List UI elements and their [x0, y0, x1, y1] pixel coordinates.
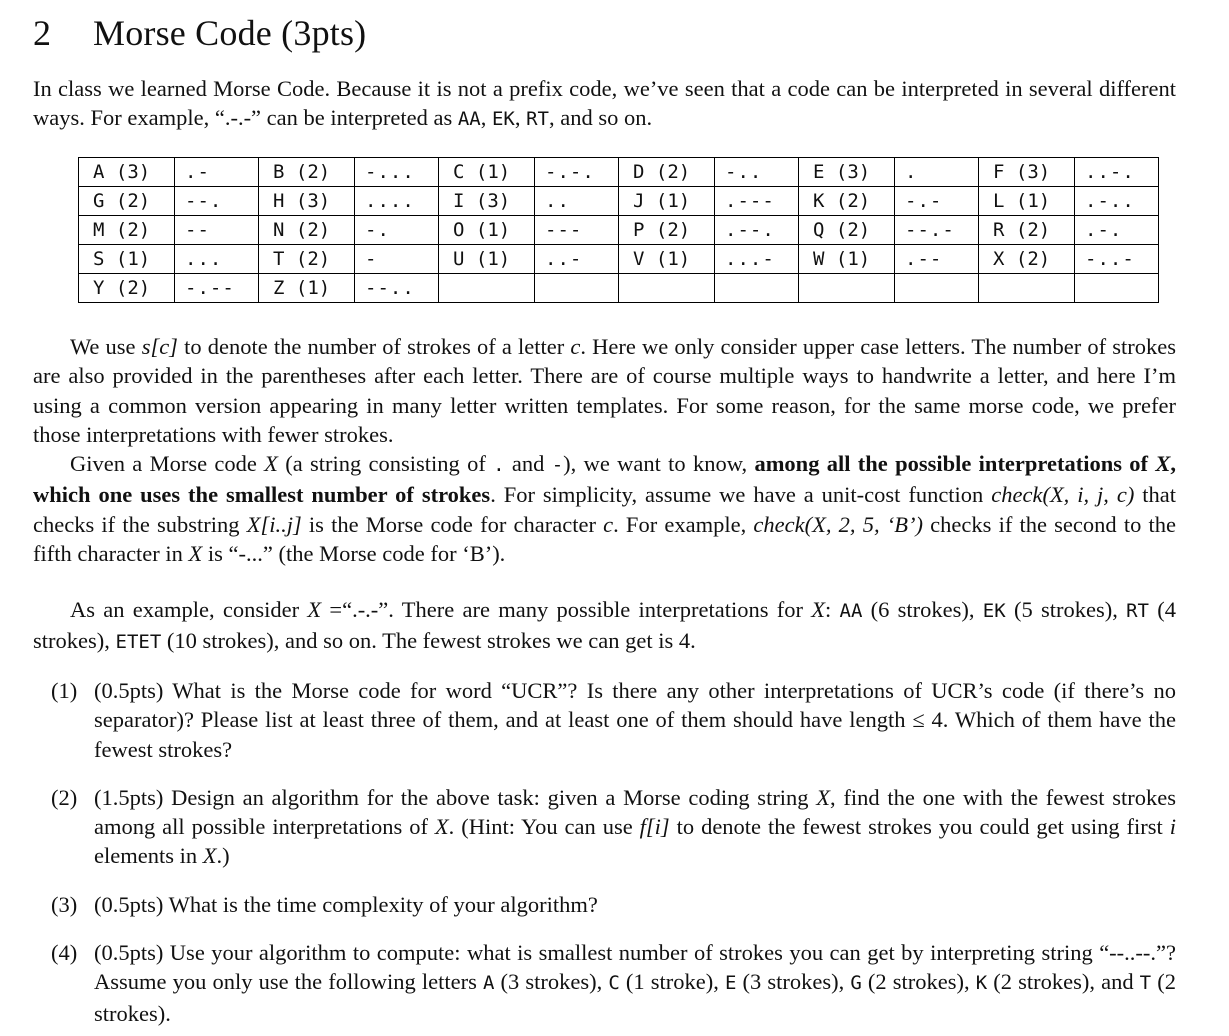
- letter-cell: D (2): [619, 158, 715, 187]
- var-x: X: [264, 451, 278, 476]
- letter-a: A: [482, 972, 495, 995]
- q2-var-x: X: [816, 784, 831, 810]
- letter-cell: T (2): [259, 245, 355, 274]
- code-cell: -.-.: [535, 158, 619, 187]
- q4-text-g: (2 strokes).: [94, 969, 1176, 1026]
- var-x-2: X: [188, 540, 203, 566]
- q2-text-c: . (Hint: You can use: [448, 814, 640, 840]
- question-3: [0, 890, 1176, 919]
- p3-text-e: (5 strokes),: [1005, 597, 1127, 622]
- question-number: (4): [51, 940, 78, 966]
- q4-text-c: (1 stroke),: [619, 969, 725, 995]
- intro-text-2: , and so on.: [549, 105, 653, 131]
- code-cell: .---: [715, 187, 799, 216]
- letter-cell: M (2): [79, 216, 175, 245]
- bold-phrase-1: among all the possible interpretations of: [754, 451, 1156, 476]
- letter-cell: P (2): [619, 216, 715, 245]
- code-cell: --..: [355, 274, 439, 303]
- letter-cell: X (2): [979, 245, 1075, 274]
- code-cell: ....: [355, 187, 439, 216]
- p2-text-f: that checks if the substring: [33, 482, 1176, 537]
- table-row: [79, 187, 1159, 216]
- code-cell: -.-: [895, 187, 979, 216]
- q2-var-x-2: X: [434, 814, 449, 840]
- p2-text-m: is “-...” (the Morse code for ‘B’).: [202, 540, 506, 566]
- code-cell: ..-: [535, 245, 619, 274]
- code-cell: -.--: [175, 274, 259, 303]
- paragraph-problem: [33, 449, 1176, 568]
- intro-paragraph: [33, 74, 1176, 135]
- letter-cell: O (1): [439, 216, 535, 245]
- code-cell: [1075, 274, 1159, 303]
- letter-cell: V (1): [619, 245, 715, 274]
- p2-text-b: (a string consisting of: [277, 451, 494, 476]
- q2-text-a: (1.5pts) Design an algorithm for the above task: given a Morse coding string: [94, 784, 817, 810]
- code-cell: ...-: [715, 245, 799, 274]
- letter-k: K: [975, 972, 988, 995]
- code-cell: .--: [895, 245, 979, 274]
- q4-text-f: (2 strokes), and: [987, 969, 1140, 995]
- intro-sep-2: ,: [514, 105, 527, 131]
- section-heading: [33, 12, 366, 54]
- section-number: 2: [33, 13, 52, 53]
- letter-cell: Q (2): [799, 216, 895, 245]
- letter-cell: [439, 274, 535, 303]
- dot-symbol: .: [493, 454, 505, 476]
- question-number: (3): [51, 891, 78, 917]
- table-row: [79, 274, 1159, 303]
- q2-var-i: i: [1169, 814, 1177, 840]
- letter-c: C: [608, 972, 620, 995]
- q2-text-b: , find the one with the fewest strokes among all possible interpretations of: [94, 784, 1176, 840]
- intro-sep-1: ,: [480, 105, 492, 131]
- code-cell: .-: [175, 158, 259, 187]
- table-row: [79, 245, 1159, 274]
- p2-text-e: . For simplicity, assume we have a unit-cost function: [490, 482, 992, 508]
- p2-text-h: . For example,: [613, 511, 754, 537]
- p2-text-k: checks if the second to the fifth character in: [33, 511, 1177, 566]
- code-cell: --.: [175, 187, 259, 216]
- p3-text-b: =“.-.-”. There are many possible interpretations for: [321, 597, 812, 622]
- interp-etet: ETET: [115, 631, 162, 654]
- q4-text-d: (3 strokes),: [736, 969, 851, 995]
- q2-text-g: .): [216, 843, 230, 869]
- question-3-text: (0.5pts) What is the time complexity of your algorithm?: [94, 891, 598, 917]
- code-cell: -...: [355, 158, 439, 187]
- interp-ek: EK: [982, 600, 1006, 622]
- q4-text-b: (3 strokes),: [494, 969, 609, 995]
- interp-aa: AA: [839, 600, 863, 622]
- code-cell: .--.: [715, 216, 799, 245]
- code-cell: .: [895, 158, 979, 187]
- q4-text-e: (2 strokes),: [861, 969, 976, 995]
- letter-g: G: [850, 972, 862, 995]
- question-2: [0, 783, 1176, 871]
- code-cell: .-..: [1075, 187, 1159, 216]
- question-list: [0, 676, 1176, 1028]
- letter-cell: Z (1): [259, 274, 355, 303]
- substring-expr: X[i..j]: [246, 511, 302, 537]
- question-4: [0, 938, 1176, 1028]
- var-x-4: X: [811, 597, 825, 622]
- code-cell: -: [355, 245, 439, 274]
- q2-var-x-3: X: [202, 843, 217, 869]
- p2-text-d: ), we want to know,: [563, 451, 755, 476]
- p2-text-g: is the Morse code for character: [301, 511, 604, 537]
- p2-text-a: Given a Morse code: [70, 451, 265, 476]
- question-number: (2): [51, 784, 78, 810]
- letter-t: T: [1139, 972, 1152, 995]
- morse-code-table: [78, 157, 1159, 303]
- letter-cell: R (2): [979, 216, 1075, 245]
- q2-text-d: to denote the fewest strokes you could get using first: [669, 814, 1170, 840]
- p3-text-g: (10 strokes), and so on. The fewest strokes we can get is 4.: [161, 628, 696, 654]
- p3-text-c: :: [824, 597, 840, 622]
- question-number: (1): [51, 678, 78, 703]
- letter-cell: J (1): [619, 187, 715, 216]
- code-cell: ..: [535, 187, 619, 216]
- paragraph-strokes: [33, 332, 1176, 449]
- code-cell: -.: [355, 216, 439, 245]
- table-row: [79, 158, 1159, 187]
- check-function: check(X, i, j, c): [991, 482, 1135, 508]
- letter-cell: N (2): [259, 216, 355, 245]
- letter-cell: K (2): [799, 187, 895, 216]
- p1-text-d: . Here we only consider upper case letters. The number of strokes are also provided in the parentheses after each letter. There are of course multiple ways to handwrite a letter, and here I’m using a common version appearing in many letter written templates. For some reason, for the same morse code, we prefer those interpretations with fewer strokes.: [33, 334, 1176, 447]
- code-cell: .-.: [1075, 216, 1159, 245]
- var-c-2: c: [603, 511, 614, 537]
- var-s-of-c: s[c]: [141, 334, 178, 359]
- code-cell: ---: [535, 216, 619, 245]
- var-c: c: [570, 334, 581, 359]
- code-cell: [535, 274, 619, 303]
- letter-cell: [979, 274, 1075, 303]
- letter-cell: S (1): [79, 245, 175, 274]
- p3-text-d: (6 strokes),: [862, 597, 983, 622]
- letter-cell: L (1): [979, 187, 1075, 216]
- p2-text-c: and: [504, 451, 552, 476]
- p3-text-f: (4 strokes),: [33, 597, 1176, 654]
- code-cell: ...: [175, 245, 259, 274]
- letter-cell: I (3): [439, 187, 535, 216]
- letter-cell: B (2): [259, 158, 355, 187]
- letter-cell: H (3): [259, 187, 355, 216]
- code-cell: --: [175, 216, 259, 245]
- letter-cell: A (3): [79, 158, 175, 187]
- example-aa: AA: [457, 108, 481, 131]
- q4-text-a: (0.5pts) Use your algorithm to compute: what is smallest number of strokes you can get by interpreting string “--..--.”? Assume you only use the following letters: [94, 940, 1176, 995]
- interp-rt: RT: [1126, 600, 1149, 622]
- p1-text-a: We use: [70, 334, 142, 359]
- letter-cell: F (3): [979, 158, 1075, 187]
- letter-cell: W (1): [799, 245, 895, 274]
- code-cell: -..: [715, 158, 799, 187]
- example-rt: RT: [526, 108, 549, 131]
- code-cell: [895, 274, 979, 303]
- check-example: check(X, 2, 5, ‘B’): [753, 511, 923, 537]
- letter-cell: U (1): [439, 245, 535, 274]
- table-row: [79, 216, 1159, 245]
- letter-cell: G (2): [79, 187, 175, 216]
- code-cell: [715, 274, 799, 303]
- p1-text-b: to denote the number of strokes of a letter: [177, 334, 571, 359]
- question-1: [0, 676, 1176, 764]
- paragraph-example: [33, 595, 1176, 658]
- p3-text-a: As an example, consider: [70, 597, 308, 622]
- var-x-3: X: [307, 597, 322, 622]
- letter-cell: C (1): [439, 158, 535, 187]
- bold-var-x: X: [1155, 451, 1171, 476]
- letter-cell: E (3): [799, 158, 895, 187]
- dash-symbol: -: [551, 454, 564, 476]
- q2-var-f: f[i]: [639, 814, 670, 840]
- code-cell: ..-.: [1075, 158, 1159, 187]
- q2-text-e: elements in: [94, 843, 203, 869]
- letter-cell: [619, 274, 715, 303]
- letter-cell: [799, 274, 895, 303]
- letter-e: E: [724, 972, 737, 995]
- question-1-text: (0.5pts) What is the Morse code for word “UCR”? Is there any other interpretations of UCR’s code (if there’s no separator)? Please list at least three of them, and at least one of them should have length ≤ 4. Which of them have the fewest strokes?: [94, 678, 1176, 762]
- example-ek: EK: [491, 108, 515, 131]
- letter-cell: Y (2): [79, 274, 175, 303]
- code-cell: -..-: [1075, 245, 1159, 274]
- intro-text-1: In class we learned Morse Code. Because it is not a prefix code, we’ve seen that a code can be interpreted in several different ways. For example, “.-.-” can be interpreted as: [33, 76, 1176, 131]
- code-cell: --.-: [895, 216, 979, 245]
- section-title: Morse Code (3pts): [93, 13, 367, 53]
- bold-phrase-2: , which one uses the smallest number of strokes: [33, 451, 1176, 508]
